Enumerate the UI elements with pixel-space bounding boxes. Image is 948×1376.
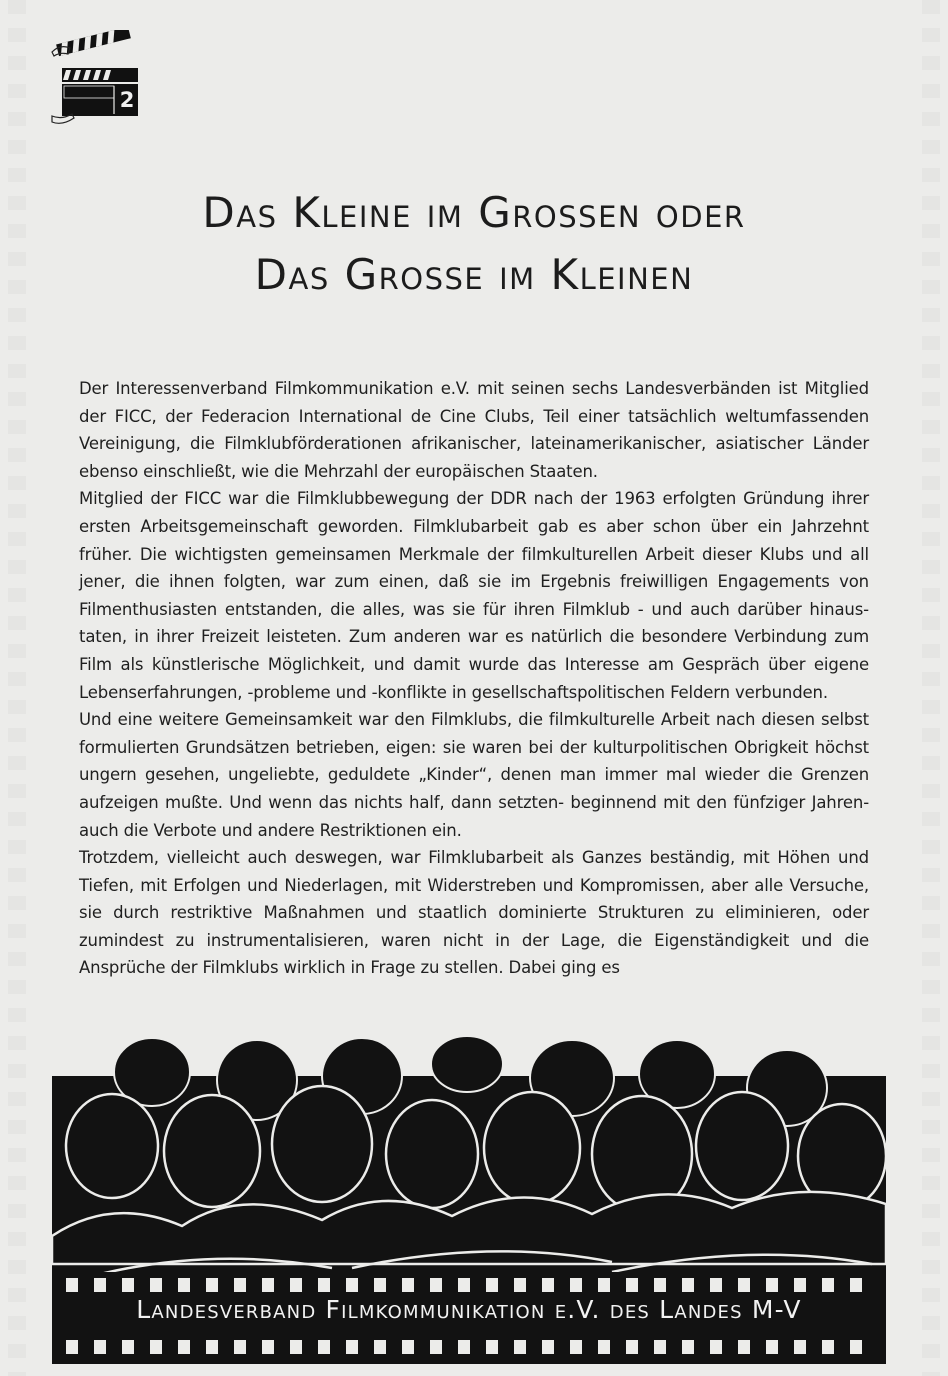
- paragraph: Mitglied der FICC war die Filmklubbewegung der DDR nach der 1963 erfolgten Gründung ihrer ersten Arbeitsgemeinschaft geworden. Filmklubarbeit gab es aber schon über ein Jahrzehnt früher. Die wichtigsten gemeinsamen Merkmale der filmkulturellen Arbeit dieser Klubs und all jener, die ihnen folgten, war zum einen, daß sie im Ergebnis freiwilligen Engagements von Filmenthusiasten entstanden, die alles, was sie für ihren Filmklub - und auch darüber hinaus- taten, in ihrer Freizeit leisteten. Zum anderen war es natürlich die besondere Verbindung zum Film als künstlerische Möglichkeit, und damit wurde das Interesse am Gespräch über eigene Lebenserfahrungen, -probleme und -konflikte in gesellschaftspolitischen Feldern verbunden.: [79, 489, 869, 702]
- paragraph: Trotzdem, vielleicht auch deswegen, war Filmklubarbeit als Ganzes beständig, mit Höhen und Tiefen, mit Erfolgen und Niederlagen, mit Widerstreben und Kompromissen, aber alle Versuche, sie durch restriktive Maßnahmen und staatlich dominierte Strukturen zu eliminieren, oder zumindest zu instrumentalisieren, waren nicht in der Lage, die Eigenständigkeit und die Ansprüche der Filmklubs wirklich in Frage zu stellen. Dabei ging es: [79, 848, 869, 978]
- title-line-1: Das Kleine im Grossen oder: [202, 188, 746, 237]
- page-title: [0, 182, 948, 306]
- page-number: 2: [119, 88, 135, 112]
- paragraph: Der Interessenverband Filmkommunikation e.V. mit seinen sechs Landesverbänden ist Mitglied der FICC, der Federacion International de Cine Clubs, Teil einer tatsächlich weltumfassenden Vereinigung, die Filmklubförderationen afrikanischer, lateinamerikanischer, asiatischer Länder ebenso einschließt, wie die Mehrzahl der europäischen Staaten.: [79, 379, 869, 481]
- clapperboard-icon: [50, 30, 142, 130]
- film-perforations-bottom: [66, 1340, 862, 1354]
- organization-caption: Landesverband Filmkommunikation e.V. des Landes M-V: [136, 1295, 802, 1324]
- paragraph: Und eine weitere Gemeinsamkeit war den Filmklubs, die filmkulturelle Arbeit nach diesen selbst formulierten Grundsätzen betrieben, eigen: sie waren bei der kulturpolitischen Obrigkeit höchst ungern gesehen, ungeliebte, geduldete „Kinder“, denen man immer mal wieder die Grenzen aufzeigen mußte. Und wenn das nichts half, dann setzten- beginnend mit den fünfziger Jahren- auch die Verbote und andere Restriktionen ein.: [79, 710, 869, 840]
- article-body: [79, 375, 869, 982]
- title-line-2: Das Grosse im Kleinen: [254, 250, 694, 299]
